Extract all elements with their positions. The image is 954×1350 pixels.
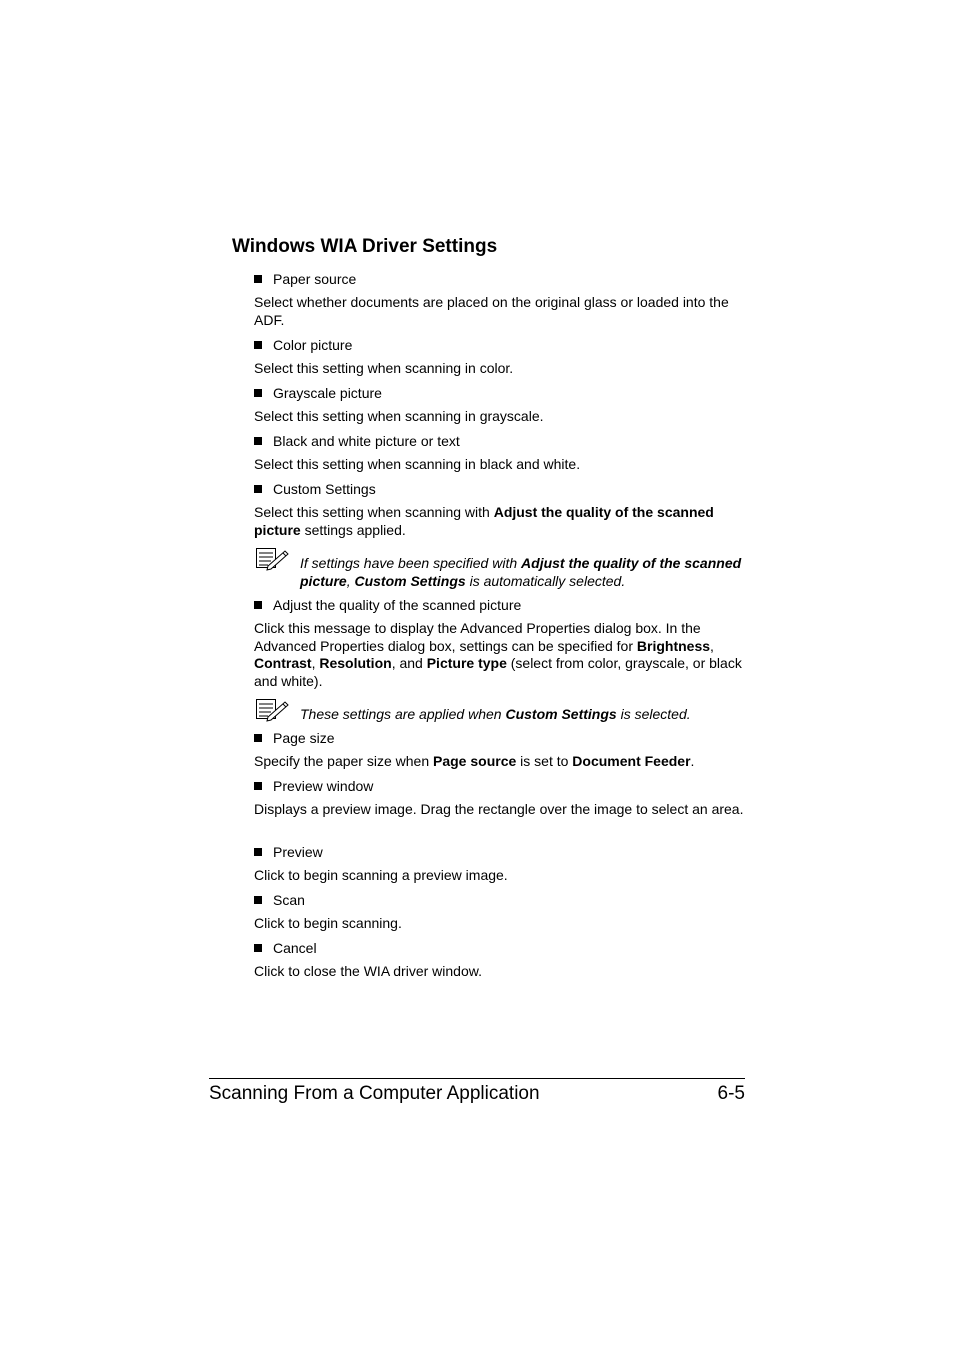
bullet-square-icon (254, 601, 262, 609)
bullet-preview-window (254, 777, 373, 795)
paragraph-bw-picture: Select this setting when scanning in black and white. (254, 456, 581, 472)
note-pencil-icon (254, 697, 290, 723)
bullet-bw-picture (254, 432, 460, 450)
bullet-square-icon (254, 782, 262, 790)
bullet-preview (254, 843, 323, 861)
bullet-square-icon (254, 341, 262, 349)
bullet-square-icon (254, 485, 262, 493)
bullet-square-icon (254, 734, 262, 742)
bullet-label: Preview (273, 844, 323, 860)
bullet-label: Grayscale picture (273, 385, 382, 401)
note-pencil-icon (254, 546, 290, 572)
paragraph-scan: Click to begin scanning. (254, 915, 402, 931)
bullet-cancel (254, 939, 317, 957)
bullet-square-icon (254, 437, 262, 445)
bullet-adjust-quality (254, 596, 521, 614)
bullet-square-icon (254, 848, 262, 856)
paragraph-adjust-quality: Click this message to display the Advanced Properties dialog box. In the Advanced Properties dialog box, settings can be specified for Brightness, Contrast, Resolution, and Picture type (select from color, grayscale, or black and white). (254, 620, 742, 690)
bullet-square-icon (254, 389, 262, 397)
bullet-label: Scan (273, 892, 305, 908)
paragraph-preview: Click to begin scanning a preview image. (254, 867, 508, 883)
paragraph-paper-source: Select whether documents are placed on the original glass or loaded into the ADF. (254, 294, 729, 328)
footer-title: Scanning From a Computer Application (209, 1083, 540, 1104)
paragraph-page-size: Specify the paper size when Page source is set to Document Feeder. (254, 753, 695, 769)
paragraph-color-picture: Select this setting when scanning in color. (254, 360, 514, 376)
bullet-square-icon (254, 896, 262, 904)
bullet-paper-source (254, 270, 356, 288)
note-text: These settings are applied when Custom Settings is selected. (300, 706, 691, 722)
paragraph-grayscale-picture: Select this setting when scanning in grayscale. (254, 408, 544, 424)
footer-page-number: 6-5 (717, 1083, 745, 1104)
bullet-label: Adjust the quality of the scanned picture (273, 597, 522, 613)
bullet-color-picture (254, 336, 352, 354)
bullet-square-icon (254, 275, 262, 283)
paragraph-preview-window: Displays a preview image. Drag the rectangle over the image to select an area. (254, 801, 744, 817)
paragraph-cancel: Click to close the WIA driver window. (254, 963, 482, 979)
note-text: If settings have been specified with Adjust the quality of the scanned picture, Custom Settings is automatically selected. (300, 555, 742, 589)
bullet-label: Preview window (273, 778, 374, 794)
footer-rule (209, 1078, 745, 1079)
bullet-custom-settings (254, 480, 376, 498)
bullet-label: Color picture (273, 337, 353, 353)
paragraph-custom-settings: Select this setting when scanning with Adjust the quality of the scanned picture settings applied. (254, 504, 714, 538)
bullet-label: Black and white picture or text (273, 433, 460, 449)
bullet-square-icon (254, 944, 262, 952)
bullet-label: Paper source (273, 271, 357, 287)
bullet-grayscale-picture (254, 384, 382, 402)
bullet-label: Page size (273, 730, 335, 746)
page-heading: Windows WIA Driver Settings (232, 236, 498, 257)
bullet-label: Cancel (273, 940, 317, 956)
bullet-scan (254, 891, 305, 909)
bullet-page-size (254, 729, 334, 747)
note-custom-settings (254, 546, 746, 589)
bullet-label: Custom Settings (273, 481, 376, 497)
